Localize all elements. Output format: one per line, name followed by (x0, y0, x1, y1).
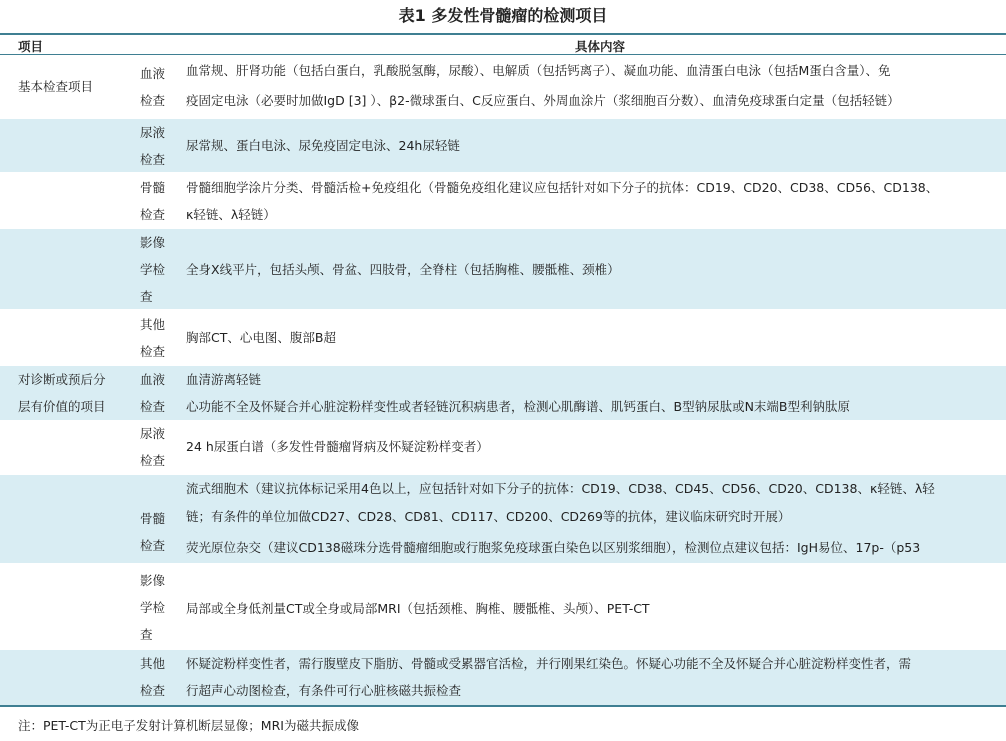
table-row (0, 420, 1006, 473)
bottom-rule (0, 705, 1006, 707)
table-note: 注：PET-CT为正电子发射计算机断层显像；MRI为磁共振成像 (18, 718, 359, 733)
category-label: 其他 检查 (140, 317, 166, 359)
item-label: 基本检查项目 (18, 79, 94, 94)
header-rule (0, 54, 1006, 55)
table-row (0, 229, 1006, 309)
category-label: 血液 检查 (140, 372, 166, 414)
header-item: 项目 (18, 39, 44, 54)
table-row (0, 311, 1006, 364)
content-line: 心功能不全及怀疑合并心脏淀粉样变性或者轻链沉积病患者，检测心肌酶谱、肌钙蛋白、B型钠尿肽或N末端B型利钠肽原 (186, 399, 851, 414)
category-label: 骨髓 检查 (140, 180, 166, 222)
content-line: 尿常规、蛋白电泳、尿免疫固定电泳、24h尿轻链 (186, 138, 460, 153)
category-label: 血液 检查 (140, 66, 166, 108)
content-line: 全身X线平片，包括头颅、骨盆、四肢骨，全脊柱（包括胸椎、腰骶椎、颈椎） (186, 262, 620, 277)
content-line: 荧光原位杂交（建议CD138磁珠分选骨髓瘤细胞或行胞浆免疫球蛋白染色以区别浆细胞），检测位点建议包括：IgH易位、17p-（p53 (186, 540, 921, 555)
category-label: 其他 检查 (140, 656, 166, 698)
content-line: κ轻链、λ轻链） (186, 207, 276, 222)
content-line: 胸部CT、心电图、腹部B超 (186, 330, 336, 345)
content-line: 血清游离轻链 (186, 372, 262, 387)
table-row (0, 475, 1006, 563)
table-row (0, 366, 1006, 420)
table-row (0, 174, 1006, 227)
content-line: 行超声心动图检查，有条件可行心脏核磁共振检查 (186, 683, 462, 698)
table-row (0, 650, 1006, 705)
table-row (0, 565, 1006, 648)
content-line: 疫固定电泳（必要时加做IgD [3] ）、β2-微球蛋白、C反应蛋白、外周血涂片（浆细胞百分数）、血清免疫球蛋白定量（包括轻链） (186, 93, 900, 108)
category-label: 尿液 检查 (140, 125, 166, 167)
item-label: 对诊断或预后分 层有价值的项目 (18, 372, 106, 414)
header-content: 具体内容 (574, 39, 625, 54)
content-line: 24 h尿蛋白谱（多发性骨髓瘤肾病及怀疑淀粉样变者） (186, 439, 489, 454)
table-row (0, 57, 1006, 117)
content-line: 链；有条件的单位加做CD27、CD28、CD81、CD117、CD200、CD269等的抗体，建议临床研究时开展） (186, 509, 791, 524)
category-label: 影像 学检 查 (140, 235, 166, 304)
category-label: 影像 学检 查 (140, 573, 166, 642)
content-line: 流式细胞术（建议抗体标记采用4色以上，应包括针对如下分子的抗体：CD19、CD38、CD45、CD56、CD20、CD138、κ轻链、λ轻 (186, 481, 935, 496)
table-title: 表1 多发性骨髓瘤的检测项目 (398, 6, 608, 25)
category-label: 尿液 检查 (140, 426, 166, 468)
content-line: 骨髓细胞学涂片分类、骨髓活检+免疫组化（骨髓免疫组化建议应包括针对如下分子的抗体：CD19、CD20、CD38、CD56、CD138、 (186, 180, 939, 195)
content-line: 血常规、肝肾功能（包括白蛋白，乳酸脱氢酶，尿酸）、电解质（包括钙离子）、凝血功能、血清蛋白电泳（包括M蛋白含量）、免 (186, 63, 891, 78)
table-row (0, 119, 1006, 172)
top-rule (0, 33, 1006, 35)
content-line: 怀疑淀粉样变性者，需行腹壁皮下脂肪、骨髓或受累器官活检，并行刚果红染色。怀疑心功能不全及怀疑合并心脏淀粉样变性者，需 (186, 656, 912, 671)
content-line: 局部或全身低剂量CT或全身或局部MRI（包括颈椎、胸椎、腰骶椎、头颅）、PET-CT (186, 601, 650, 616)
category-label: 骨髓 检查 (140, 511, 166, 553)
table-header (0, 36, 1006, 54)
